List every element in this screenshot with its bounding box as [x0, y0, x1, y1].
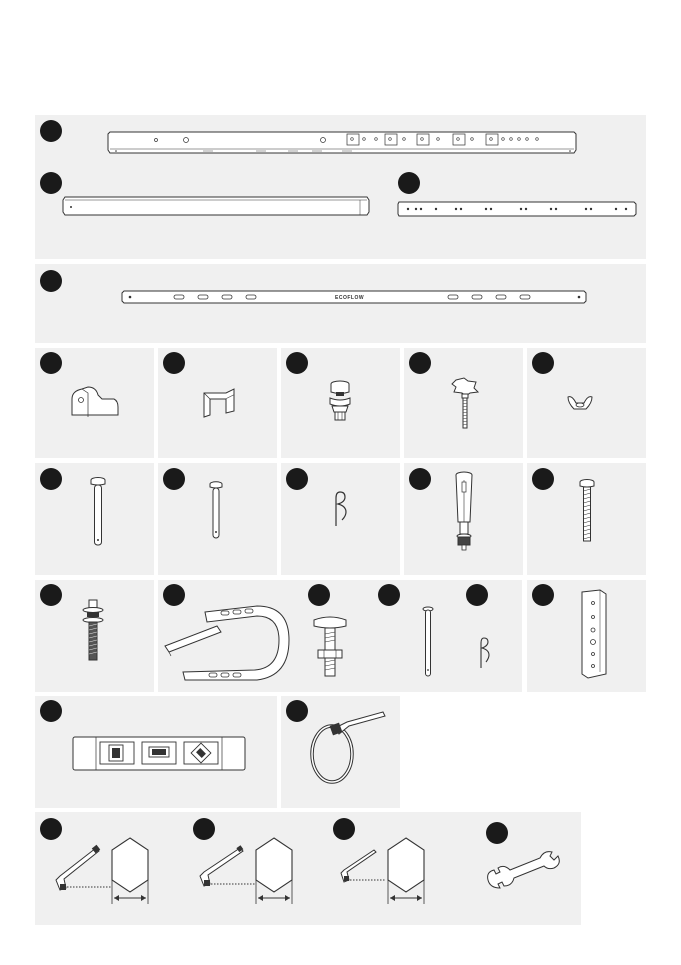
- r-clip-small-icon: [474, 636, 494, 670]
- item-badge-4: [40, 270, 62, 292]
- tube-short-perforated: [398, 198, 638, 218]
- item-badge-20: [532, 584, 554, 606]
- item-badge-7: [286, 352, 308, 374]
- item-badge-15: [40, 584, 62, 606]
- r-clip-icon: [328, 490, 352, 530]
- item-badge-12: [286, 468, 308, 490]
- stud-bolt-icon: [78, 598, 108, 662]
- hex-bolt-icon: [575, 478, 599, 544]
- bracket-icon: [200, 385, 240, 419]
- wing-nut-icon: [566, 393, 594, 413]
- item-badge-1: [40, 120, 62, 142]
- item-badge-9: [532, 352, 554, 374]
- item-badge-11: [163, 468, 185, 490]
- carriage-bolt-with-nut-icon: [310, 614, 350, 678]
- item-badge-6: [163, 352, 185, 374]
- item-badge-5: [40, 352, 62, 374]
- flat-bar-slotted: [122, 290, 590, 304]
- clevis-pin-short-icon: [206, 480, 226, 542]
- hex-key-large-icon: [40, 836, 160, 908]
- wrench-icon: [484, 846, 564, 890]
- bar-brand-label: ECOFLOW: [335, 295, 365, 301]
- adjust-plate-icon: [578, 588, 610, 680]
- item-badge-13: [409, 468, 431, 490]
- grommet-bolt-icon: [320, 378, 360, 426]
- item-badge-3: [398, 172, 420, 194]
- item-badge-19: [466, 584, 488, 606]
- item-badge-10: [40, 468, 62, 490]
- item-badge-17: [308, 584, 330, 606]
- item-badge-8: [409, 352, 431, 374]
- item-badge-14: [532, 468, 554, 490]
- item-badge-26: [486, 822, 508, 844]
- u-strap-icon: [165, 600, 295, 680]
- rail-long-perforated: [108, 128, 578, 156]
- item-badge-21: [40, 700, 62, 722]
- hex-key-medium-icon: [188, 836, 308, 908]
- spirit-level-icon: [72, 736, 248, 772]
- hex-key-small-icon: [330, 836, 450, 908]
- clamp-block-icon: [68, 385, 120, 419]
- clevis-pin-long-icon: [88, 476, 108, 550]
- star-knob-bolt-icon: [448, 376, 482, 432]
- item-badge-2: [40, 172, 62, 194]
- hose-clamp-icon: [305, 710, 395, 786]
- square-tube: [63, 192, 373, 220]
- item-badge-18: [378, 584, 400, 606]
- long-pin-icon: [421, 606, 435, 680]
- expansion-bolt-icon: [449, 470, 479, 554]
